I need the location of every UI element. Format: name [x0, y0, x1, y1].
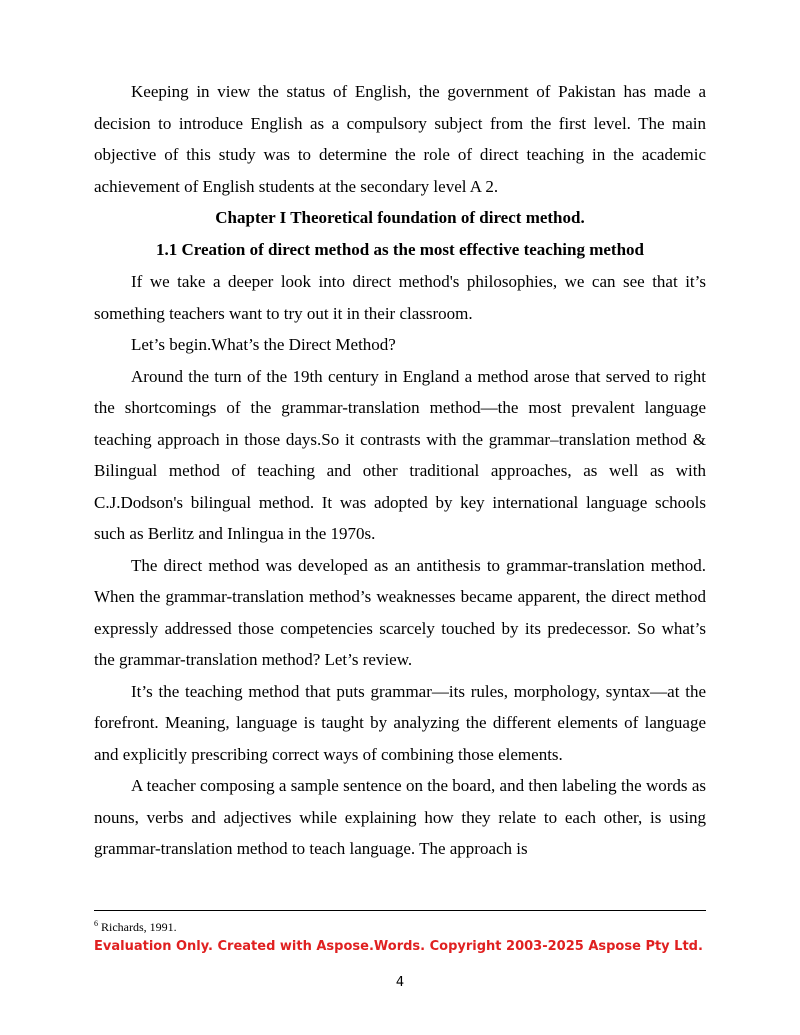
body-paragraph: Let’s begin.What’s the Direct Method?	[131, 335, 396, 354]
page-number: 4	[395, 975, 405, 990]
body-paragraph: A teacher composing a sample sentence on the board, and then labeling the words as nouns, verbs and adjectives while explaining how they relate to each other, is using grammar-translation method to teach language. The approach is	[94, 776, 706, 858]
document-page	[94, 76, 706, 865]
body-paragraph: If we take a deeper look into direct method's philosophies, we can see that it’s something teachers want to try out it in their classroom.	[94, 272, 706, 323]
footnote	[94, 919, 177, 935]
footnote-marker: 6	[94, 919, 98, 928]
footnote-text: Richards, 1991.	[98, 920, 177, 934]
evaluation-notice: Evaluation Only. Created with Aspose.Words. Copyright 2003-2025 Aspose Pty Ltd.	[94, 939, 703, 954]
body-paragraph: Keeping in view the status of English, the government of Pakistan has made a decision to introduce English as a compulsory subject from the first level. The main objective of this study was to determine the role of direct teaching in the academic achievement of English students at the secondary level A 2.	[94, 82, 706, 196]
body-paragraph: Around the turn of the 19th century in England a method arose that served to right the shortcomings of the grammar-translation method—the most prevalent language teaching approach in those days.So it contrasts with the grammar–translation method & Bilingual method of teaching and other traditional approaches, as well as with C.J.Dodson's bilingual method. It was adopted by key international language schools such as Berlitz and Inlingua in the 1970s.	[94, 366, 706, 543]
section-heading: 1.1 Creation of direct method as the most effective teaching method	[155, 240, 645, 259]
chapter-heading: Chapter I Theoretical foundation of direct method.	[215, 208, 585, 227]
body-paragraph: The direct method was developed as an antithesis to grammar-translation method. When the grammar-translation method’s weaknesses became apparent, the direct method expressly addressed those competencies scarcely touched by its predecessor. So what’s the grammar-translation method? Let’s review.	[94, 555, 706, 669]
body-paragraph: It’s the teaching method that puts grammar—its rules, morphology, syntax—at the forefront. Meaning, language is taught by analyzing the different elements of language and explicitly prescribing correct ways of combining those elements.	[94, 681, 706, 764]
footnote-separator	[94, 910, 706, 911]
